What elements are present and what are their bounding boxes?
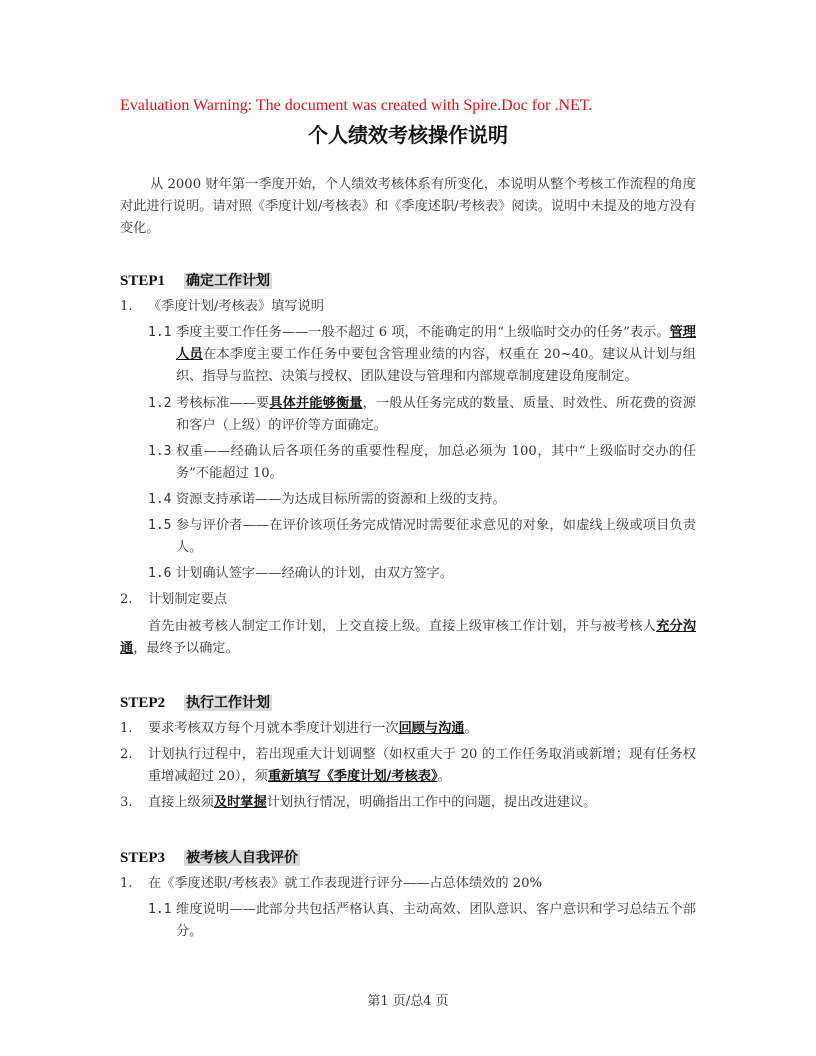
- sub-item: 1.4 资源支持承诺——为达成目标所需的资源和上级的支持。: [148, 492, 506, 507]
- plan-paragraph: 首先由被考核人制定工作计划，上交直接上级。直接上级审核工作计划，并与被考核人充分沟通，最终予以确定。: [120, 619, 697, 656]
- list-item: 1. 在《季度述职/考核表》就工作表现进行评分——占总体绩效的 20%: [120, 876, 543, 891]
- emphasis-text: 具体并能够衡量: [269, 396, 363, 411]
- page-footer: 第1 页/总4 页: [367, 994, 449, 1009]
- sub-item: 1.6 计划确认签字——经确认的计划，由双方签字。: [148, 566, 453, 581]
- intro-paragraph: 从 2000 财年第一季度开始，个人绩效考核体系有所变化，本说明从整个考核工作流程的角度对此进行说明。请对照《季度计划/考核表》和《季度述职/考核表》阅读。说明中未提及的地方没有变化。: [120, 177, 696, 236]
- sub-item: 1.2 考核标准——要具体并能够衡量，一般从任务完成的数量、质量、时效性、所花费的资源和客户（上级）的评价等方面确定。: [148, 396, 696, 433]
- sub-item: 1.1 季度主要工作任务——一般不超过 6 项，不能确定的用“上级临时交办的任务”表示。管理人员在本季度主要工作任务中要包含管理业绩的内容，权重在 20~40。建议从计划与组织、指导与监控、决策与授权、团队建设与管理和内部规章制度建设角度制定。: [148, 325, 696, 384]
- step-title: 被考核人自我评价: [186, 850, 298, 866]
- emphasis-text: 管理人员: [176, 325, 696, 362]
- sub-item: 1.5 参与评价者——在评价该项任务完成情况时需要征求意见的对象，如虚线上级或项目负责人。: [148, 518, 696, 555]
- emphasis-text: 回顾与沟通: [398, 721, 465, 736]
- list-item: 1. 要求考核双方每个月就本季度计划进行一次回顾与沟通。: [120, 721, 478, 736]
- document-title: 个人绩效考核操作说明: [308, 123, 508, 147]
- step2-heading: [120, 692, 272, 712]
- emphasis-text: 充分沟通: [120, 619, 697, 656]
- step3-heading: [120, 847, 300, 867]
- list-item: 2. 计划执行过程中，若出现重大计划调整（如权重大于 20 的工作任务取消或新增；现有任务权重增减超过 20），须重新填写《季度计划/考核表》。: [120, 747, 696, 784]
- step-title: 确定工作计划: [186, 273, 270, 289]
- step-number: STEP2: [120, 695, 166, 711]
- step1-heading: [120, 270, 272, 290]
- step-title: 执行工作计划: [186, 695, 270, 711]
- step-number: STEP1: [120, 273, 166, 289]
- emphasis-text: 重新填写《季度计划/考核表》: [267, 769, 438, 784]
- sub-item: 1.1 维度说明——此部分共包括严格认真、主动高效、团队意识、客户意识和学习总结五个部分。: [148, 902, 696, 939]
- list-item: 3. 直接上级须及时掌握计划执行情况，明确指出工作中的问题，提出改进建议。: [120, 795, 597, 810]
- emphasis-text: 及时掌握: [213, 795, 267, 810]
- step-number: STEP3: [120, 850, 166, 866]
- list-item: 2. 计划制定要点: [120, 592, 228, 607]
- list-item: 1. 《季度计划/考核表》填写说明: [120, 299, 324, 314]
- sub-item: 1.3 权重——经确认后各项任务的重要性程度，加总必须为 100，其中“上级临时交办的任务”不能超过 10。: [148, 444, 696, 481]
- evaluation-warning: Evaluation Warning: The document was created with Spire.Doc for .NET.: [120, 97, 593, 114]
